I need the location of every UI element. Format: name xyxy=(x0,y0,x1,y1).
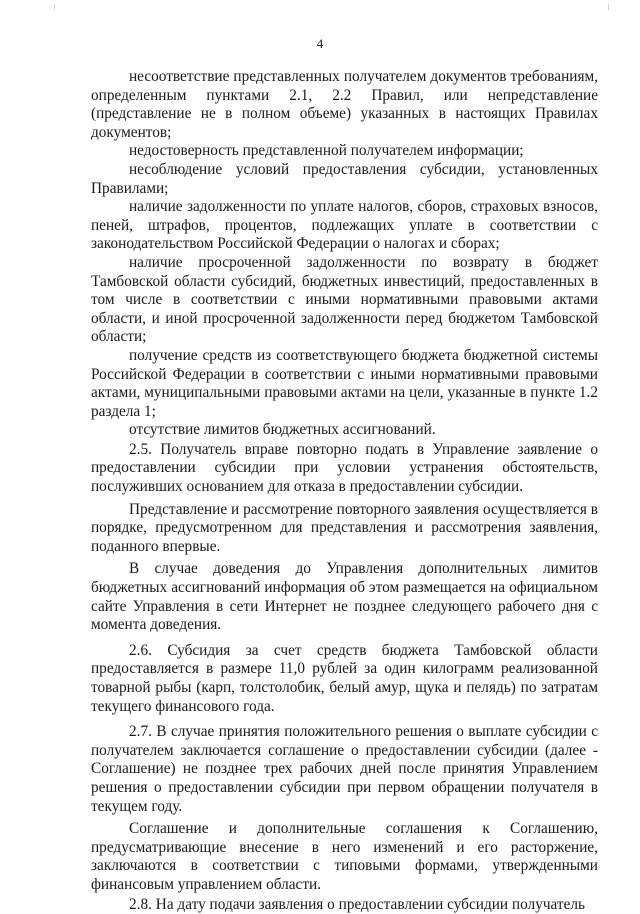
paragraph-2-8: 2.8. На дату подачи заявления о предоставлении субсидии получатель xyxy=(129,895,586,913)
paragraph-nonconformity: несоответствие представленных получателем документов требованиям, определенным пунктами 2.1, 2.2 Правил, или непредставление (представление не в полном объеме) указанных в настоящих Правилах документов; xyxy=(91,68,598,141)
page-number: 4 xyxy=(316,36,324,51)
paragraph-additional-limits: В случае доведения до Управления дополнительных лимитов бюджетных ассигнований информация об этом размещается на официальном сайте Управления в сети Интернет не позднее следующего рабочего дня с момента доведения. xyxy=(91,560,598,634)
document-body xyxy=(91,68,598,914)
paragraph-2-5: 2.5. Получатель вправе повторно подать в Управление заявление о предоставлении субсидии при условии устранения обстоятельств, послуживших основанием для отказа в предоставлении субсидии. xyxy=(91,440,598,496)
paragraph-agreement: Соглашение и дополнительные соглашения к Соглашению, предусматривающие внесение в него изменений и его расторжение, заключаются в соответствии с типовыми формами, утвержденными финансовым управлением области. xyxy=(91,820,598,893)
paragraph-other-funds: получение средств из соответствующего бюджета бюджетной системы Российской Федерации в соответствии с иными нормативными правовыми актами, муниципальными правовыми актами на цели, указанные в пункте 1.2 раздела 1; xyxy=(91,346,598,420)
paragraph-overdue-debt: наличие просроченной задолженности по возврату в бюджет Тамбовской области субсидий, бюджетных инвестиций, предоставленных в том числе в соответствии с иными нормативными правовыми актами области, и иной просроченной задолженности перед бюджетом Тамбовской области; xyxy=(91,253,598,346)
paragraph-resubmission: Представление и рассмотрение повторного заявления осуществляется в порядке, предусмотренном для представления и рассмотрения заявления, поданного впервые. xyxy=(91,500,598,555)
paragraph-unreliable-info: недостоверность представленной получателем информации; xyxy=(129,142,524,160)
scan-edge-mark-left xyxy=(54,4,55,10)
paragraph-no-limits: отсутствие лимитов бюджетных ассигнований. xyxy=(129,421,436,439)
paragraph-2-6: 2.6. Субсидия за счет средств бюджета Тамбовской области предоставляется в размере 11,0 рублей за один килограмм реализованной товарной рыбы (карп, толстолобик, белый амур, щука и пелядь) по затратам текущего финансового года. xyxy=(91,641,598,715)
paragraph-noncompliance: несоблюдение условий предоставления субсидии, установленных Правилами; xyxy=(91,160,598,197)
paragraph-tax-debt: наличие задолженности по уплате налогов, сборов, страховых взносов, пеней, штрафов, процентов, подлежащих уплате в соответствии с законодательством Российской Федерации о налогах и сборах; xyxy=(91,198,598,253)
scan-edge-mark-right xyxy=(608,4,609,10)
paragraph-2-7: 2.7. В случае принятия положительного решения о выплате субсидии с получателем заключается соглашение о предоставлении субсидии (далее - Соглашение) не позднее трех рабочих дней после принятия Управлением решения о предоставлении субсидии при первом обращении получателя в текущем году. xyxy=(91,723,598,815)
